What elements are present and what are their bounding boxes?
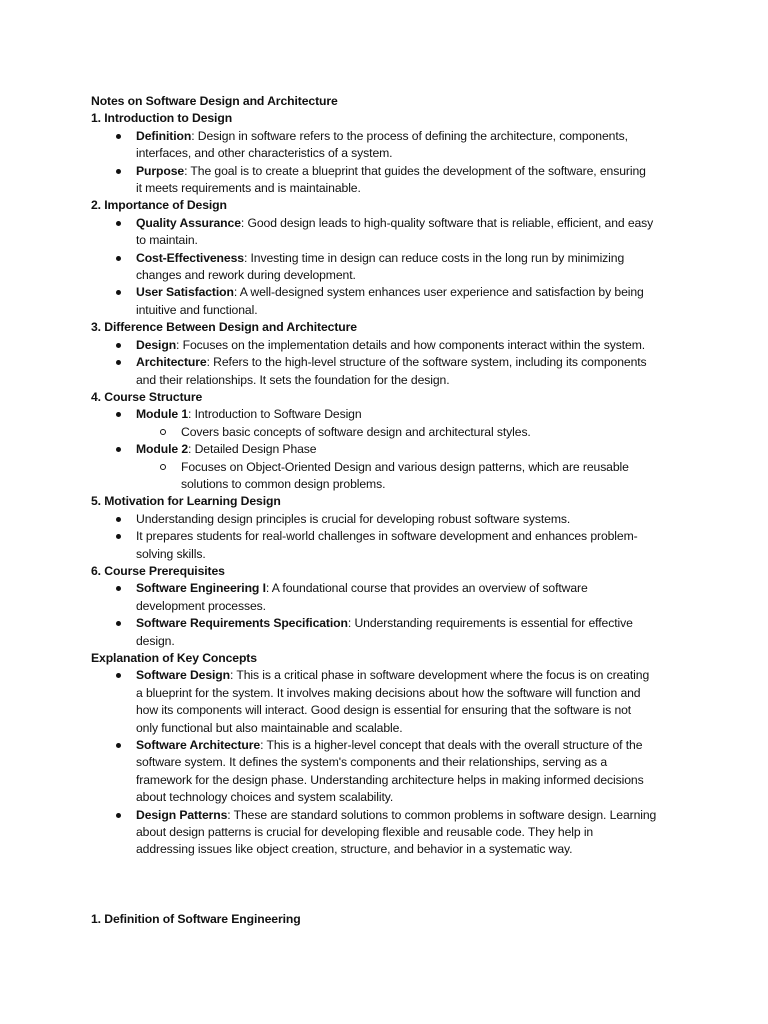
- bullet-list: [91, 337, 691, 389]
- item-text: Understanding design principles is crucial for developing robust software systems.: [136, 511, 571, 526]
- item-text: A well-designed system enhances user experience and satisfaction by being: [239, 285, 644, 300]
- list-item-line: [136, 754, 691, 771]
- list-item-line: [136, 841, 691, 858]
- item-text: intuitive and functional.: [136, 302, 258, 317]
- item-text: about design patterns is crucial for developing flexible and reusable code. They help in: [136, 825, 594, 840]
- list-item-line: Design: Focuses on the implementation details and how components interact within the system.: [136, 337, 646, 352]
- list-item-line: [136, 180, 691, 197]
- bullet-list: [91, 580, 691, 650]
- list-item: [91, 337, 691, 354]
- item-text: only functional but also maintainable and scalable.: [136, 720, 403, 735]
- section-gap: [91, 859, 691, 911]
- list-item-line: User Satisfaction: A well-designed system enhances user experience and satisfaction by being: [136, 285, 644, 300]
- section-heading: 3. Difference Between Design and Architecture: [91, 320, 357, 335]
- list-item-line: [136, 824, 691, 841]
- document-page: [91, 93, 691, 928]
- term-label: Cost-Effectiveness: [136, 250, 244, 265]
- bullet-list: [91, 406, 691, 493]
- list-item: [91, 511, 691, 528]
- list-item-line: Architecture: Refers to the high-level structure of the software system, including its components: [136, 355, 647, 370]
- term-label: Definition: [136, 128, 192, 143]
- item-text: It prepares students for real-world challenges in software development and enhances problem-: [136, 529, 638, 544]
- list-item-line: [136, 528, 691, 545]
- sub-item-text: solutions to common design problems.: [181, 476, 386, 491]
- list-item-line: Definition: Design in software refers to the process of defining the architecture, components,: [136, 128, 628, 143]
- sub-item-text: Covers basic concepts of software design and architectural styles.: [181, 424, 531, 439]
- list-item: [91, 215, 691, 250]
- sub-bullet-list: [136, 424, 691, 441]
- item-text: solving skills.: [136, 546, 206, 561]
- item-text: how its components will interact. Good design is essential for ensuring that the software is not: [136, 703, 632, 718]
- item-text: addressing issues like object creation, structure, and behavior in a systematic way.: [136, 842, 573, 857]
- list-item: [91, 580, 691, 615]
- term-label: Design: [136, 337, 177, 352]
- term-label: Software Requirements Specification: [136, 616, 348, 631]
- list-item-line: [136, 772, 691, 789]
- item-text: This is a critical phase in software development where the focus is on creating: [236, 668, 650, 683]
- list-item-line: [136, 267, 691, 284]
- item-text: changes and rework during development.: [136, 268, 356, 283]
- list-item: [91, 528, 691, 563]
- bullet-list: [91, 511, 691, 563]
- list-item-line: [136, 789, 691, 806]
- list-item-line: Module 2: Detailed Design Phase: [136, 442, 317, 457]
- section-heading: 5. Motivation for Learning Design: [91, 494, 281, 509]
- next-section-heading: 1. Definition of Software Engineering: [91, 911, 301, 926]
- list-item-line: Software Requirements Specification: Understanding requirements is essential for effective: [136, 616, 633, 631]
- item-text: design.: [136, 633, 175, 648]
- term-label: User Satisfaction: [136, 285, 234, 300]
- list-item: [91, 250, 691, 285]
- list-item-line: Software Architecture: This is a higher-level concept that deals with the overall structure of the: [136, 738, 643, 753]
- term-label: Software Engineering I: [136, 581, 266, 596]
- item-text: Introduction to Software Design: [194, 407, 362, 422]
- list-item-line: [136, 702, 691, 719]
- list-item-line: Design Patterns: These are standard solutions to common problems in software design. Learning: [136, 807, 657, 822]
- list-item: [91, 441, 691, 493]
- list-item-line: [136, 145, 691, 162]
- term-label: Architecture: [136, 355, 207, 370]
- item-text: Detailed Design Phase: [194, 442, 317, 457]
- item-text: The goal is to create a blueprint that guides the development of the software, ensuring: [190, 163, 646, 178]
- list-item-line: [136, 302, 691, 319]
- list-item-line: [136, 598, 691, 615]
- list-item-line: [136, 511, 691, 528]
- term-label: Module 1: [136, 407, 189, 422]
- item-text: framework for the design phase. Understanding architecture helps in making informed decisions: [136, 772, 644, 787]
- section-heading: 1. Introduction to Design: [91, 111, 233, 126]
- term-label: Software Design: [136, 668, 230, 683]
- item-text: Design in software refers to the process of defining the architecture, components,: [197, 128, 628, 143]
- bullet-list: [91, 667, 691, 858]
- section-heading: 6. Course Prerequisites: [91, 563, 225, 578]
- list-item: [91, 615, 691, 650]
- document-title: Notes on Software Design and Architecture: [91, 94, 338, 108]
- sub-bullet-list: [136, 459, 691, 494]
- list-item: [91, 354, 691, 389]
- item-text: and their relationships. It sets the foundation for the design.: [136, 372, 450, 387]
- list-item-line: Cost-Effectiveness: Investing time in design can reduce costs in the long run by minimizing: [136, 250, 625, 265]
- list-item-line: [136, 232, 691, 249]
- term-label: Software Architecture: [136, 738, 261, 753]
- list-item-line: Quality Assurance: Good design leads to high-quality software that is reliable, efficient, and easy: [136, 215, 654, 230]
- item-text: A foundational course that provides an overview of software: [271, 581, 588, 596]
- section-heading: Explanation of Key Concepts: [91, 651, 257, 665]
- list-item-line: [136, 685, 691, 702]
- list-item: [91, 163, 691, 198]
- term-label: Quality Assurance: [136, 215, 241, 230]
- item-text: software system. It defines the system's components and their relationships, serving as a: [136, 755, 607, 770]
- sub-list-item: [136, 459, 691, 494]
- item-text: Refers to the high-level structure of the software system, including its components: [213, 355, 647, 370]
- term-label: Purpose: [136, 163, 185, 178]
- term-label: Module 2: [136, 442, 189, 457]
- section-heading: 4. Course Structure: [91, 389, 203, 404]
- list-item-line: Purpose: The goal is to create a blueprint that guides the development of the software, ensuring: [136, 163, 646, 178]
- list-item-line: [136, 633, 691, 650]
- list-item-line: Software Engineering I: A foundational course that provides an overview of software: [136, 581, 588, 596]
- list-item-line: [136, 720, 691, 737]
- item-text: Investing time in design can reduce costs in the long run by minimizing: [250, 250, 625, 265]
- list-item-line: Module 1: Introduction to Software Design: [136, 407, 362, 422]
- sections: [91, 110, 691, 858]
- list-item-line: [136, 372, 691, 389]
- list-item: [91, 667, 691, 737]
- bullet-list: [91, 215, 691, 319]
- sub-list-item: [136, 424, 691, 441]
- item-text: Focuses on the implementation details and how components interact within the system.: [182, 337, 646, 352]
- list-item: [91, 128, 691, 163]
- list-item-line: [136, 546, 691, 563]
- section-heading: 2. Importance of Design: [91, 198, 227, 213]
- item-text: interfaces, and other characteristics of a system.: [136, 146, 393, 161]
- item-text: Understanding requirements is essential for effective: [354, 616, 633, 631]
- sub-item-text: Focuses on Object-Oriented Design and various design patterns, which are reusable: [181, 459, 629, 474]
- item-text: a blueprint for the system. It involves making decisions about how the software will function and: [136, 685, 641, 700]
- list-item: [91, 737, 691, 807]
- item-text: Good design leads to high-quality software that is reliable, efficient, and easy: [247, 215, 654, 230]
- item-text: to maintain.: [136, 233, 198, 248]
- item-text: This is a higher-level concept that deals with the overall structure of the: [266, 738, 643, 753]
- list-item: [91, 807, 691, 859]
- list-item: [91, 284, 691, 319]
- item-text: These are standard solutions to common problems in software design. Learning: [233, 807, 657, 822]
- bullet-list: [91, 128, 691, 198]
- item-text: it meets requirements and is maintainable.: [136, 181, 361, 196]
- list-item: [91, 406, 691, 441]
- list-item-line: Software Design: This is a critical phase in software development where the focus is on creating: [136, 668, 650, 683]
- term-label: Design Patterns: [136, 807, 228, 822]
- item-text: development processes.: [136, 598, 266, 613]
- item-text: about technology choices and system scalability.: [136, 790, 394, 805]
